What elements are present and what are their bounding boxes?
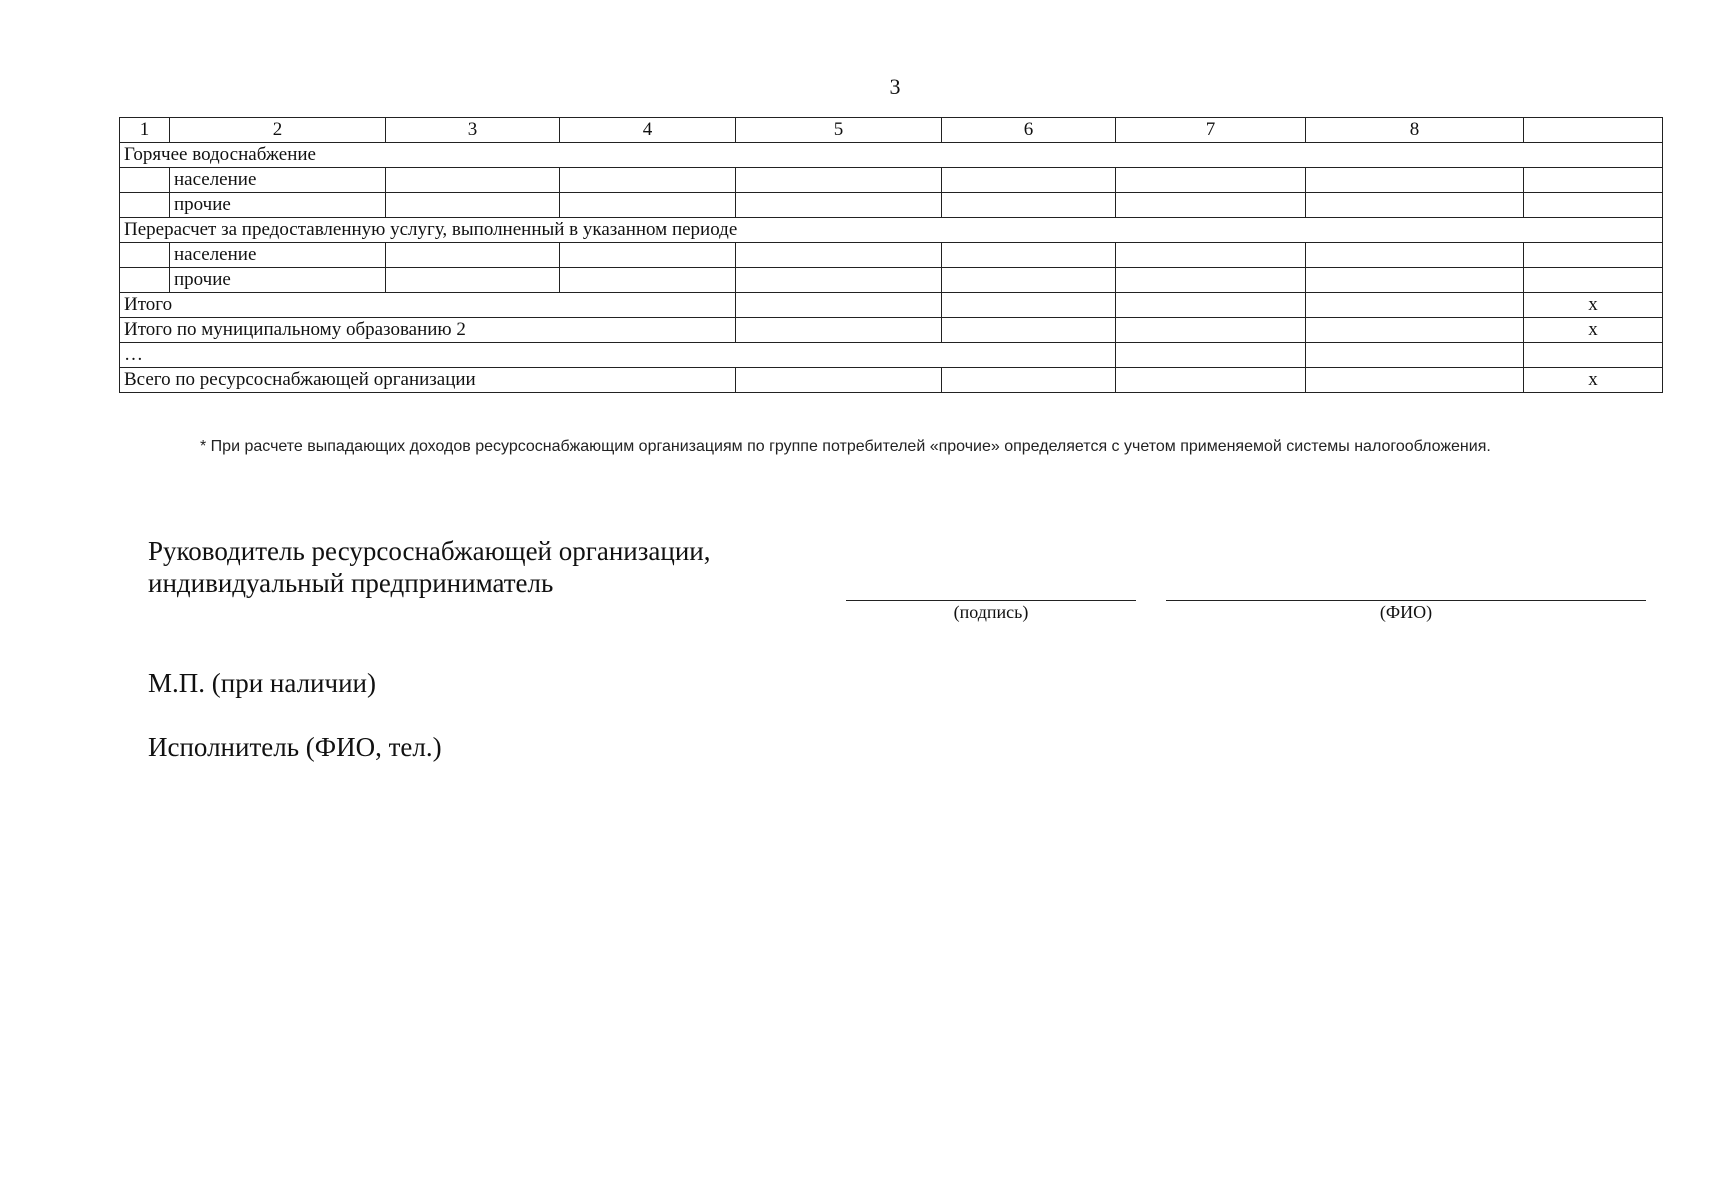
row-ellipsis: … — [120, 343, 1116, 368]
table-cell — [736, 193, 942, 218]
table-cell — [1306, 193, 1524, 218]
row-label-grand-total: Всего по ресурсоснабжающей организации — [120, 368, 736, 393]
footnote: * При расчете выпадающих доходов ресурсоснабжающим организациям по группе потребителей «прочие» определяется с учетом применяемой системы налогообложения. — [200, 438, 1491, 455]
column-header: 1 — [120, 118, 170, 143]
row-label-total-municipal: Итого по муниципальному образованию 2 — [120, 318, 736, 343]
table-cell — [560, 168, 736, 193]
table-cell — [736, 268, 942, 293]
signature-line — [846, 600, 1136, 601]
table-row — [120, 343, 1663, 368]
table-cell — [386, 168, 560, 193]
table-cell — [1524, 193, 1663, 218]
table-cell — [386, 243, 560, 268]
table-cell — [736, 293, 942, 318]
table-cell — [1116, 268, 1306, 293]
x-mark: х — [1524, 293, 1663, 318]
table-cell — [1116, 318, 1306, 343]
table-row — [120, 193, 1663, 218]
table-cell — [1116, 193, 1306, 218]
row-label-others: прочие — [170, 268, 386, 293]
table-cell — [736, 243, 942, 268]
table-cell — [120, 243, 170, 268]
table-header-row — [120, 118, 1663, 143]
table-cell — [1116, 243, 1306, 268]
signature-caption: (подпись) — [953, 602, 1029, 622]
table-cell — [736, 318, 942, 343]
table-row — [120, 268, 1663, 293]
table-cell — [1116, 168, 1306, 193]
column-header: 4 — [560, 118, 736, 143]
row-label-population: население — [170, 243, 386, 268]
table-cell — [942, 193, 1116, 218]
table-cell — [942, 243, 1116, 268]
name-caption: (ФИО) — [1379, 602, 1433, 622]
table-cell — [120, 193, 170, 218]
row-label-population: население — [170, 168, 386, 193]
table-cell — [560, 193, 736, 218]
executor-label: Исполнитель (ФИО, тел.) — [148, 732, 442, 762]
column-header — [1524, 118, 1663, 143]
table-cell — [1306, 368, 1524, 393]
table-cell — [1306, 268, 1524, 293]
column-header: 2 — [170, 118, 386, 143]
table-cell — [736, 368, 942, 393]
stamp-label: М.П. (при наличии) — [148, 668, 376, 698]
table-cell — [386, 268, 560, 293]
table-cell — [560, 243, 736, 268]
table-cell — [1116, 368, 1306, 393]
column-header: 8 — [1306, 118, 1524, 143]
head-title — [148, 535, 710, 599]
x-mark: х — [1524, 318, 1663, 343]
table-row — [120, 143, 1663, 168]
table-row — [120, 293, 1663, 318]
table-cell — [942, 318, 1116, 343]
table-row — [120, 243, 1663, 268]
column-header: 7 — [1116, 118, 1306, 143]
table-cell — [1116, 343, 1306, 368]
table-row — [120, 318, 1663, 343]
table-cell — [1524, 243, 1663, 268]
table-cell — [1306, 243, 1524, 268]
table-cell — [386, 193, 560, 218]
x-mark: х — [1524, 368, 1663, 393]
row-label-others: прочие — [170, 193, 386, 218]
table-cell — [736, 168, 942, 193]
table-cell — [560, 268, 736, 293]
name-line — [1166, 600, 1646, 601]
table-cell — [1306, 343, 1524, 368]
table-cell — [942, 268, 1116, 293]
head-title-line-2: индивидуальный предприниматель — [148, 568, 554, 598]
table-cell — [1306, 168, 1524, 193]
table-cell — [1524, 343, 1663, 368]
table-cell — [1116, 293, 1306, 318]
table-cell — [942, 293, 1116, 318]
table-row — [120, 168, 1663, 193]
table-cell — [1524, 168, 1663, 193]
page-number: 3 — [889, 74, 901, 99]
head-title-line-1: Руководитель ресурсоснабжающей организации, — [148, 536, 711, 566]
table-row — [120, 368, 1663, 393]
table-cell — [1306, 293, 1524, 318]
table-row — [120, 218, 1663, 243]
column-header: 6 — [942, 118, 1116, 143]
table-cell — [942, 368, 1116, 393]
table-cell — [942, 168, 1116, 193]
table-cell — [1524, 268, 1663, 293]
section-recalculation: Перерасчет за предоставленную услугу, выполненный в указанном периоде — [120, 218, 1663, 243]
column-header: 3 — [386, 118, 560, 143]
section-hot-water: Горячее водоснабжение — [120, 143, 1663, 168]
row-label-total: Итого — [120, 293, 736, 318]
table-cell — [120, 168, 170, 193]
data-table — [119, 117, 1663, 393]
table-cell — [1306, 318, 1524, 343]
column-header: 5 — [736, 118, 942, 143]
table-cell — [120, 268, 170, 293]
